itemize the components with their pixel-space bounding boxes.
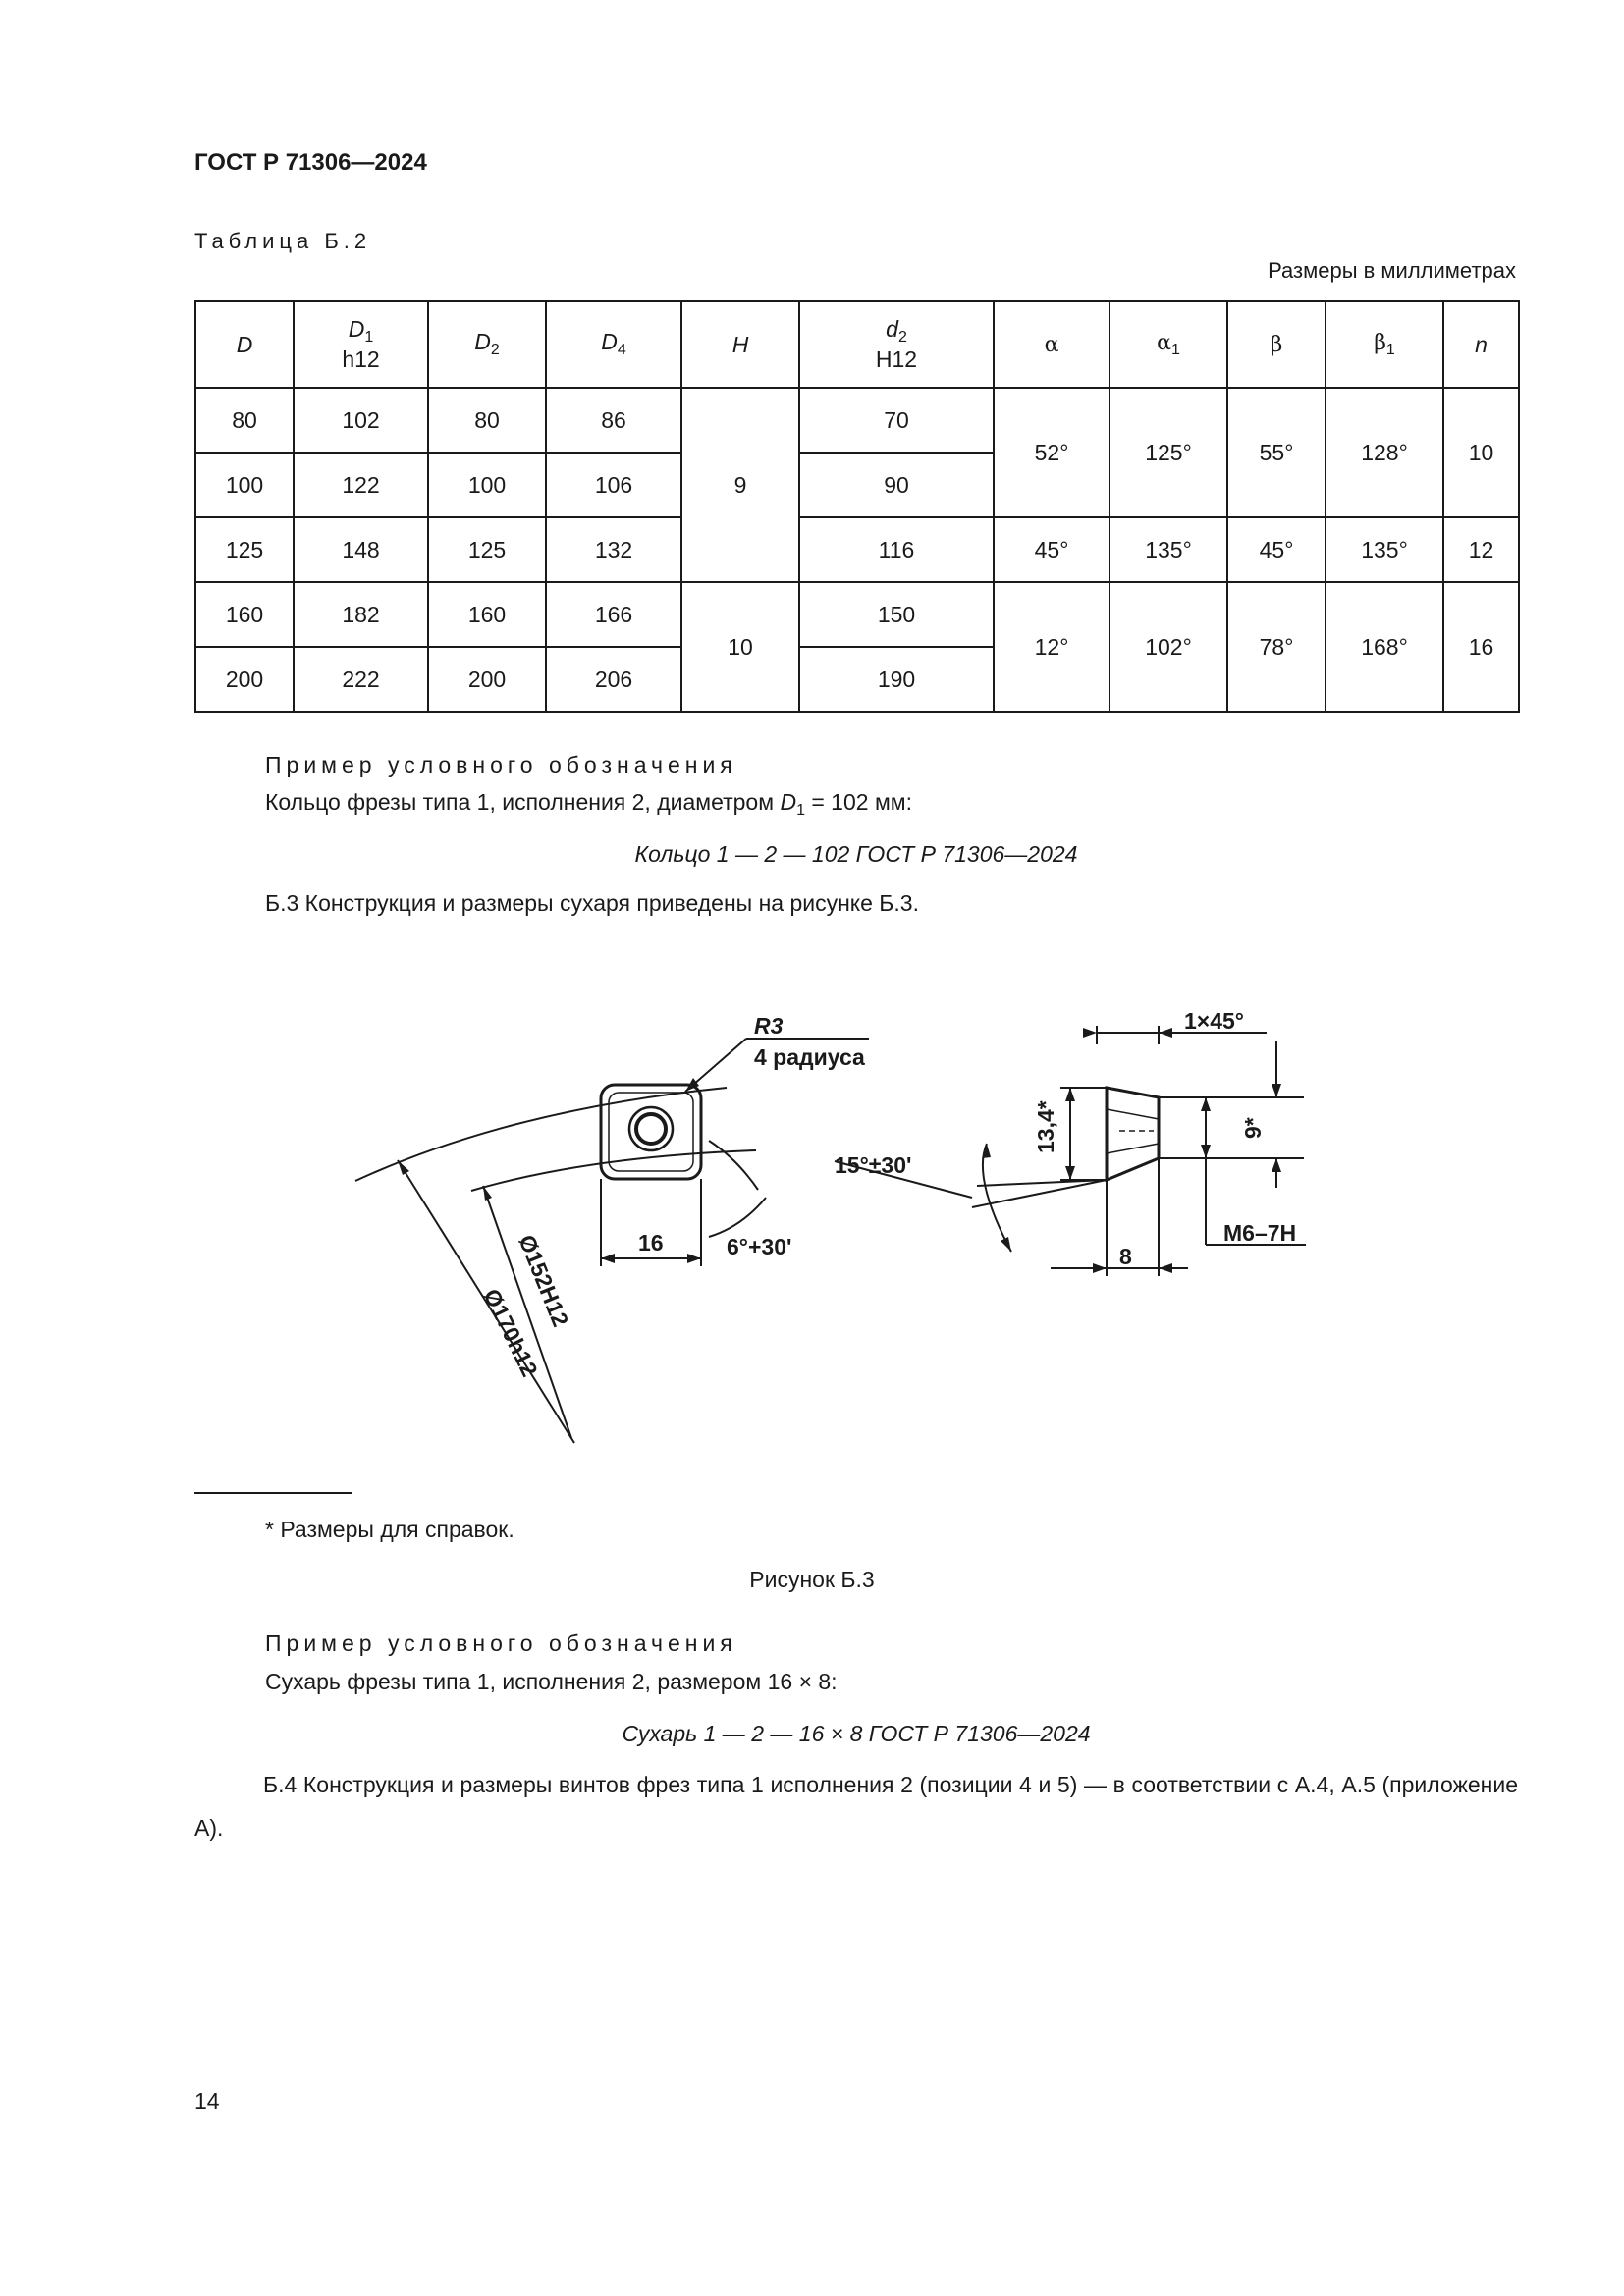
arrow-icon <box>1065 1088 1075 1101</box>
cell-D1: 148 <box>294 517 428 582</box>
col-header-beta1: $\beta_1$ <box>1326 301 1443 388</box>
cell-alpha: 45° <box>994 517 1110 582</box>
cell-beta: 45° <box>1227 517 1326 582</box>
cell-alpha1: 135° <box>1110 517 1227 582</box>
cell-beta1: 135° <box>1326 517 1443 582</box>
arrow-icon <box>1065 1166 1075 1180</box>
cell-D4: 132 <box>546 517 681 582</box>
cell-d2: 190 <box>799 647 994 712</box>
cell-H: 10 <box>681 582 799 712</box>
example1-designation: Кольцо 1 — 2 — 102 ГОСТ Р 71306—2024 <box>634 841 1078 867</box>
cell-D1: 122 <box>294 453 428 517</box>
arrow-icon <box>982 1144 991 1158</box>
cell-d2: 70 <box>799 388 994 453</box>
arrow-icon <box>398 1160 409 1175</box>
arrow-icon <box>1159 1028 1172 1038</box>
arrow-icon <box>483 1186 492 1201</box>
angle15-arc <box>983 1144 1011 1252</box>
cell-H: 9 <box>681 388 799 582</box>
col-header-n: n <box>1443 301 1519 388</box>
thread-line-bottom <box>1107 1144 1159 1153</box>
cell-beta1: 128° <box>1326 388 1443 517</box>
cell-D: 80 <box>195 388 294 453</box>
cell-D4: 166 <box>546 582 681 647</box>
arrow-icon <box>1201 1145 1211 1158</box>
side-profile <box>1107 1088 1159 1180</box>
arrow-icon <box>1272 1158 1281 1172</box>
table-caption: Таблица Б.2 <box>194 229 372 253</box>
arrow-icon <box>687 1254 701 1263</box>
col-header-beta: β <box>1227 301 1326 388</box>
cell-d2: 150 <box>799 582 994 647</box>
col-header-alpha: α <box>994 301 1110 388</box>
cell-n: 10 <box>1443 388 1519 517</box>
label-thread: M6–7H <box>1223 1220 1297 1246</box>
label-d152: Ø152H12 <box>514 1231 574 1331</box>
cell-D2: 200 <box>428 647 546 712</box>
label-w8: 8 <box>1119 1244 1132 1269</box>
block-inner-outline <box>609 1093 693 1171</box>
cell-d2: 116 <box>799 517 994 582</box>
cell-beta: 55° <box>1227 388 1326 517</box>
col-header-d2: $d_2$ H12 <box>799 301 994 388</box>
cell-alpha: 12° <box>994 582 1110 712</box>
cell-D1: 102 <box>294 388 428 453</box>
document-header: ГОСТ Р 71306—2024 <box>194 149 427 176</box>
example1-heading: Пример условного обозначения <box>265 752 737 777</box>
cell-alpha: 52° <box>994 388 1110 517</box>
cell-beta: 78° <box>1227 582 1326 712</box>
label-angle15: 15°±30' <box>835 1152 912 1178</box>
col-header-D2: $D_2$ <box>428 301 546 388</box>
cell-D1: 222 <box>294 647 428 712</box>
cell-D4: 206 <box>546 647 681 712</box>
arrow-icon <box>1083 1028 1097 1038</box>
cell-D: 100 <box>195 453 294 517</box>
label-r3: R3 <box>754 1013 784 1039</box>
arrow-icon <box>1272 1084 1281 1097</box>
col-header-D: D <box>195 301 294 388</box>
cell-D: 125 <box>195 517 294 582</box>
table-units-note: Размеры в миллиметрах <box>1268 258 1516 283</box>
cell-D1: 182 <box>294 582 428 647</box>
col-header-H: H <box>681 301 799 388</box>
arrow-icon <box>1159 1263 1172 1273</box>
block-outline <box>601 1085 701 1179</box>
label-angle6: 6°+30' <box>727 1234 792 1259</box>
cell-n: 16 <box>1443 582 1519 712</box>
cell-n: 12 <box>1443 517 1519 582</box>
angle15-line-b <box>972 1180 1107 1207</box>
col-header-alpha1: $\alpha_1$ <box>1110 301 1227 388</box>
label-d170: Ø170h12 <box>478 1284 543 1381</box>
cell-D4: 86 <box>546 388 681 453</box>
cell-alpha1: 102° <box>1110 582 1227 712</box>
section-b3-text: Б.3 Конструкция и размеры сухаря приведены на рисунке Б.3. <box>265 890 919 916</box>
label-dim16: 16 <box>638 1230 664 1255</box>
label-radii: 4 радиуса <box>754 1044 865 1070</box>
cell-D2: 100 <box>428 453 546 517</box>
arc-extension <box>709 1141 758 1190</box>
cell-D2: 125 <box>428 517 546 582</box>
cell-D: 160 <box>195 582 294 647</box>
section-b4-text: Б.4 Конструкция и размеры винтов фрез типа 1 исполнения 2 (позиции 4 и 5) — в соответствии с А.4, А.5 (приложение А). <box>194 1772 1518 1841</box>
arrow-icon <box>1001 1237 1011 1252</box>
thread-line-top <box>1107 1109 1159 1119</box>
col-header-D1: $D_1$ h12 <box>294 301 428 388</box>
label-h134: 13,4* <box>1033 1100 1058 1153</box>
label-chamfer: 1×45° <box>1184 1008 1245 1034</box>
hole-inner <box>636 1114 666 1144</box>
page-number: 14 <box>194 2088 220 2113</box>
example2-designation: Сухарь 1 — 2 — 16 × 8 ГОСТ Р 71306—2024 <box>622 1721 1091 1746</box>
col-header-D4: $D_4$ <box>546 301 681 388</box>
arrow-icon <box>601 1254 615 1263</box>
cell-d2: 90 <box>799 453 994 517</box>
footnote-separator <box>194 1492 352 1494</box>
cell-D4: 106 <box>546 453 681 517</box>
cell-D2: 160 <box>428 582 546 647</box>
cell-beta1: 168° <box>1326 582 1443 712</box>
cell-D: 200 <box>195 647 294 712</box>
figure-caption: Рисунок Б.3 <box>749 1567 875 1592</box>
arrow-icon <box>1201 1097 1211 1111</box>
example2-text: Сухарь фрезы типа 1, исполнения 2, размером 16 × 8: <box>265 1669 838 1694</box>
cell-alpha1: 125° <box>1110 388 1227 517</box>
angle6-arc <box>709 1198 766 1237</box>
example2-heading: Пример условного обозначения <box>265 1630 737 1656</box>
arrow-icon <box>1093 1263 1107 1273</box>
cell-D2: 80 <box>428 388 546 453</box>
angle15-line-a <box>977 1180 1107 1186</box>
footnote: * Размеры для справок. <box>265 1517 514 1542</box>
example1-text: Кольцо фрезы типа 1, исполнения 2, диаметром $D_1 = 102$ мм: <box>265 789 912 819</box>
label-h9: 9* <box>1240 1117 1266 1139</box>
